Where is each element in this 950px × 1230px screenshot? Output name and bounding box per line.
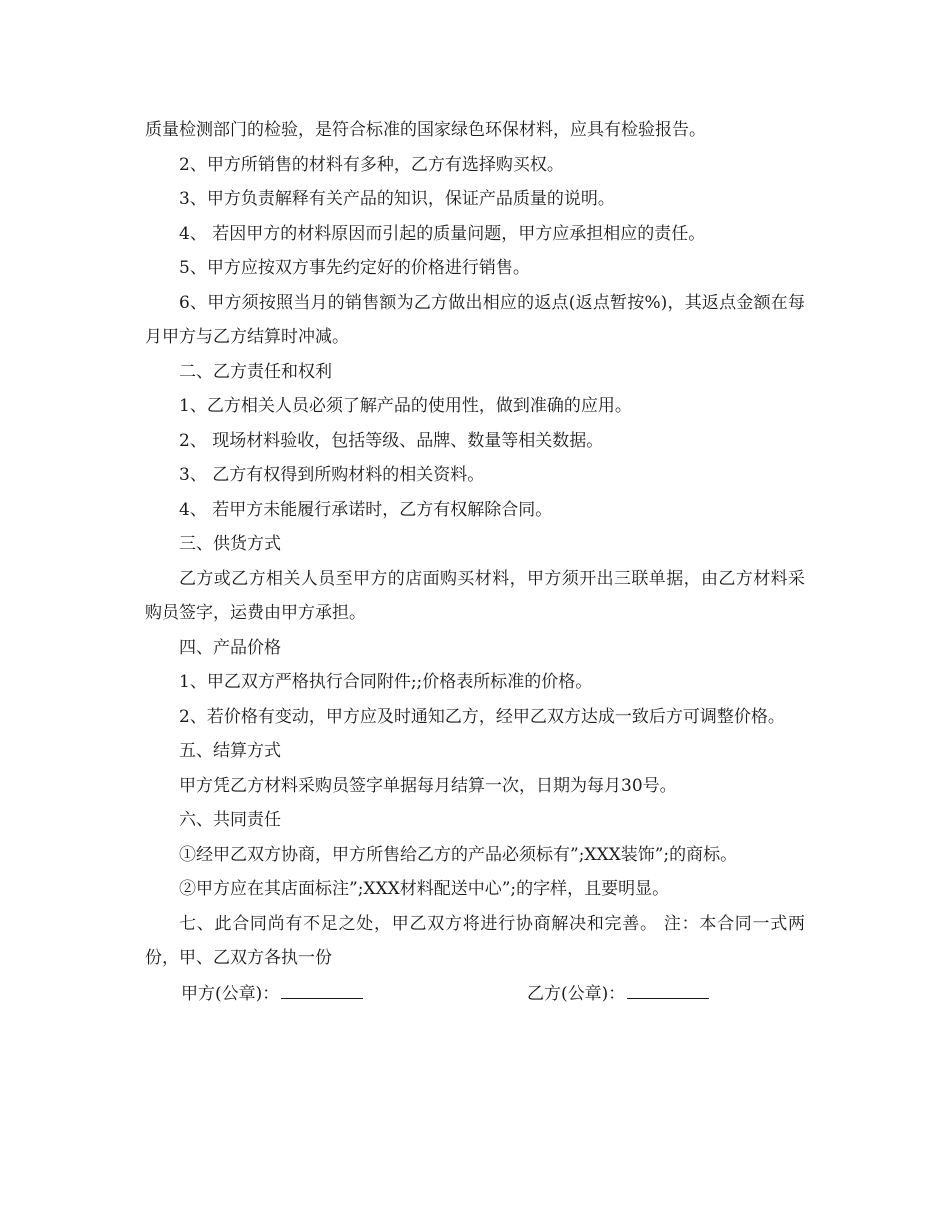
section-heading-3: 三、供货方式: [179, 534, 281, 554]
supply-method: 乙方或乙方相关人员至甲方的店面购买材料，甲方须开出三联单据，由乙方材料采购员签字，运费由甲方承担。: [145, 568, 805, 623]
party-a-blank-line: [281, 976, 363, 999]
party-a-signature: [181, 976, 363, 1012]
section-heading-4: 四、产品价格: [179, 637, 281, 658]
clause-b-2: 2、 现场材料验收，包括等级、品牌、数量等相关数据。: [179, 430, 604, 451]
section-heading-2: 二、乙方责任和权利: [179, 361, 332, 382]
joint-clause-2: ②甲方应在其店面标注”;XXX材料配送中心”;的字样，且要明显。: [179, 879, 670, 899]
section-heading-7: 七、此合同尚有不足之处，甲乙双方将进行协商解决和完善。 注：本合同一式两份，甲、乙双方各执一份: [145, 913, 805, 968]
settlement-method: 甲方凭乙方材料采购员签字单据每月结算一次，日期为每月30号。: [179, 775, 677, 796]
paragraph-0: 质量检测部门的检验，是符合标准的国家绿色环保材料，应具有检验报告。: [145, 120, 706, 140]
party-b-label: 乙方(公章)：: [527, 983, 626, 1004]
party-b-blank-line: [627, 976, 709, 999]
clause-a-4: 4、 若因甲方的材料原因而引起的质量问题，甲方应承担相应的责任。: [179, 223, 706, 244]
clause-b-1: 1、乙方相关人员必须了解产品的使用性，做到准确的应用。: [179, 396, 632, 416]
section-heading-6: 六、共同责任: [179, 810, 281, 830]
party-a-label: 甲方(公章)：: [181, 983, 280, 1004]
clause-a-2: 2、甲方所销售的材料有多种，乙方有选择购买权。: [179, 154, 564, 175]
price-clause-2: 2、若价格有变动，甲方应及时通知乙方，经甲乙双方达成一致后方可调整价格。: [179, 706, 785, 727]
clause-b-4: 4、 若甲方未能履行承诺时，乙方有权解除合同。: [179, 499, 553, 520]
clause-a-3: 3、甲方负责解释有关产品的知识，保证产品质量的说明。: [179, 189, 615, 209]
price-clause-1: 1、甲乙双方严格执行合同附件;;价格表所标准的价格。: [179, 672, 593, 692]
section-heading-5: 五、结算方式: [179, 741, 281, 761]
clause-b-3: 3、 乙方有权得到所购材料的相关资料。: [179, 465, 485, 485]
clause-a-5: 5、甲方应按双方事先约定好的价格进行销售。: [179, 258, 530, 278]
joint-clause-1: ①经甲乙双方协商，甲方所售给乙方的产品必须标有”;XXX装饰”;的商标。: [179, 844, 738, 865]
party-b-signature: [527, 976, 709, 1012]
contract-body: [145, 113, 805, 1012]
clause-a-6: 6、甲方须按照当月的销售额为乙方做出相应的返点(返点暂按%)，其返点金额在每月甲方与乙方结算时冲减。: [145, 292, 805, 347]
signature-row: [145, 976, 805, 1012]
